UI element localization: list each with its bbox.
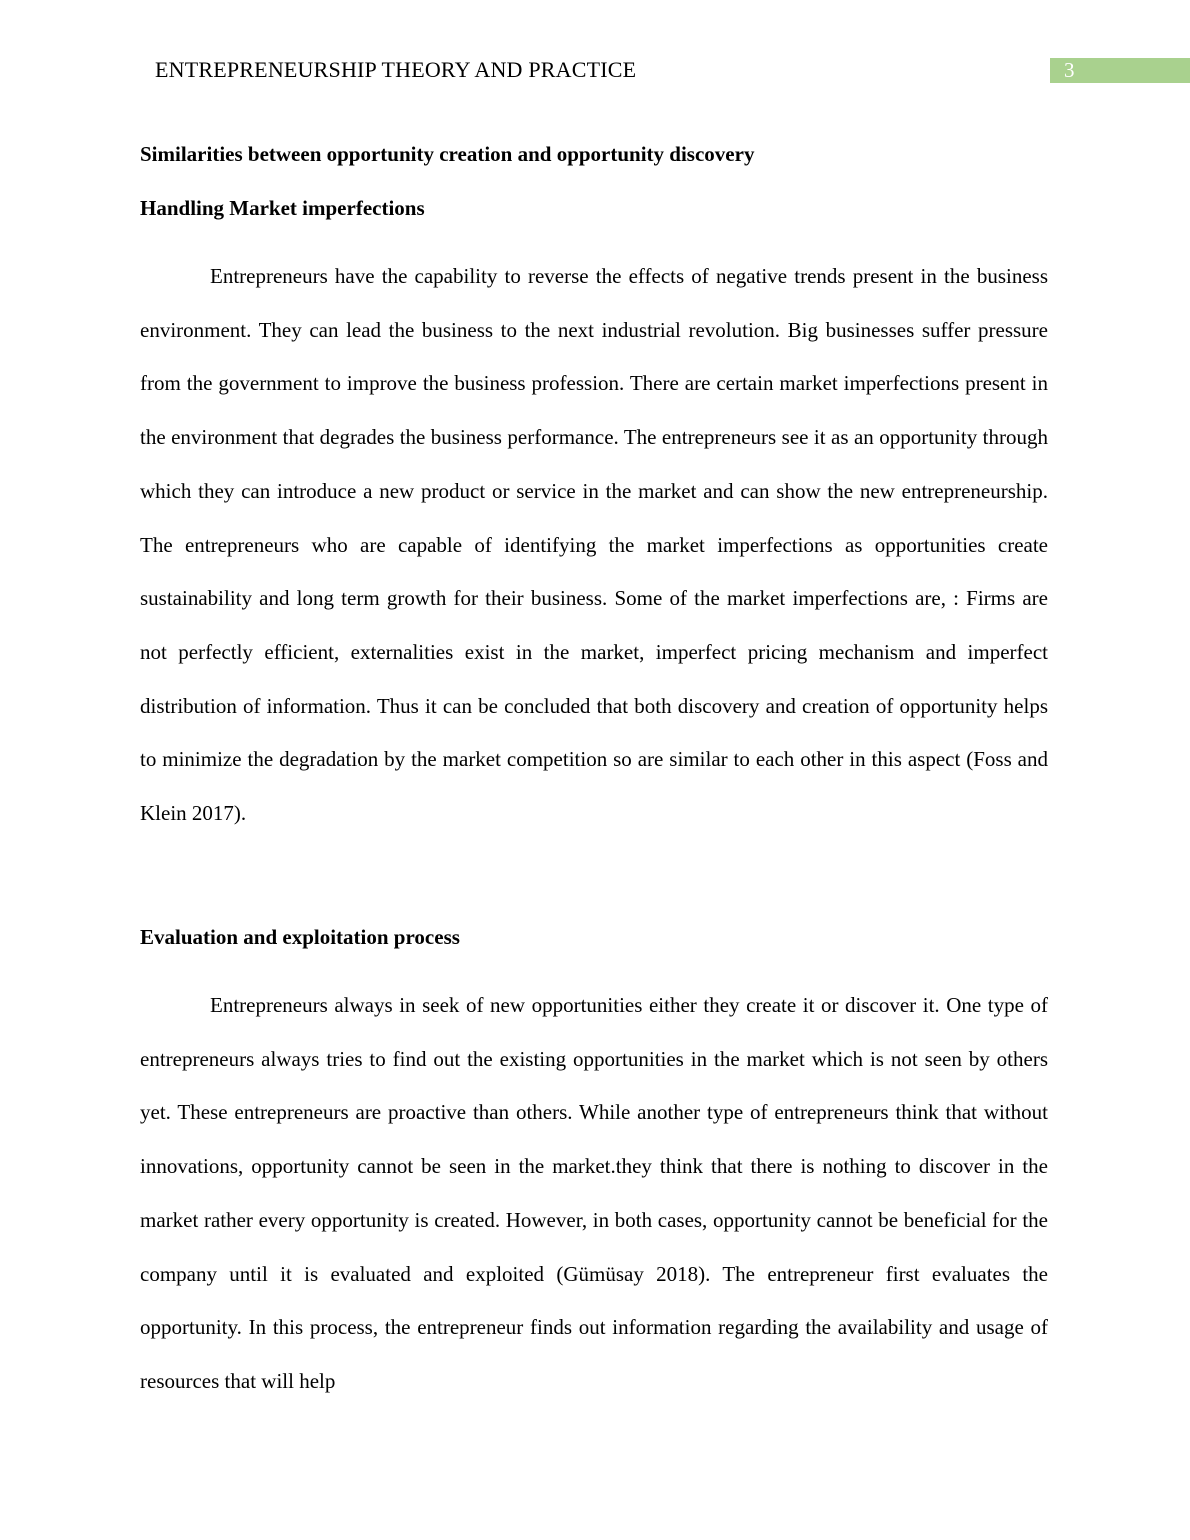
section-heading-similarities: Similarities between opportunity creation and opportunity discovery <box>140 142 755 166</box>
subheading-evaluation-exploitation: Evaluation and exploitation process <box>140 925 460 949</box>
paragraph-evaluation-exploitation: Entrepreneurs always in seek of new opportunities either they create it or discover it. One type of entrepreneurs always tries to find out the existing opportunities in the market which is not seen by others yet. These entrepreneurs are proactive than others. While another type of entrepreneurs think that without innovations, opportunity cannot be seen in the market.they think that there is nothing to discover in the market rather every opportunity is created. However, in both cases, opportunity cannot be beneficial for the company until it is evaluated and exploited (Gümüsay 2018). The entrepreneur first evaluates the opportunity. In this process, the entrepreneur finds out information regarding the availability and usage of resources that will help <box>140 993 1048 1393</box>
page-number-box <box>1050 58 1190 83</box>
subheading-market-imperfections: Handling Market imperfections <box>140 196 425 220</box>
running-head: ENTREPRENEURSHIP THEORY AND PRACTICE <box>155 57 637 82</box>
paragraph-market-imperfections: Entrepreneurs have the capability to reverse the effects of negative trends present in the business environment. They can lead the business to the next industrial revolution. Big businesses suffer pressure from the government to improve the business profession. There are certain market imperfections present in the environment that degrades the business performance. The entrepreneurs see it as an opportunity through which they can introduce a new product or service in the market and can show the new entrepreneurship. The entrepreneurs who are capable of identifying the market imperfections as opportunities create sustainability and long term growth for their business. Some of the market imperfections are, : Firms are not perfectly efficient, externalities exist in the market, imperfect pricing mechanism and imperfect distribution of information. Thus it can be concluded that both discovery and creation of opportunity helps to minimize the degradation by the market competition so are similar to each other in this aspect (Foss and Klein 2017). <box>140 264 1048 826</box>
page-number: 3 <box>1064 58 1075 82</box>
